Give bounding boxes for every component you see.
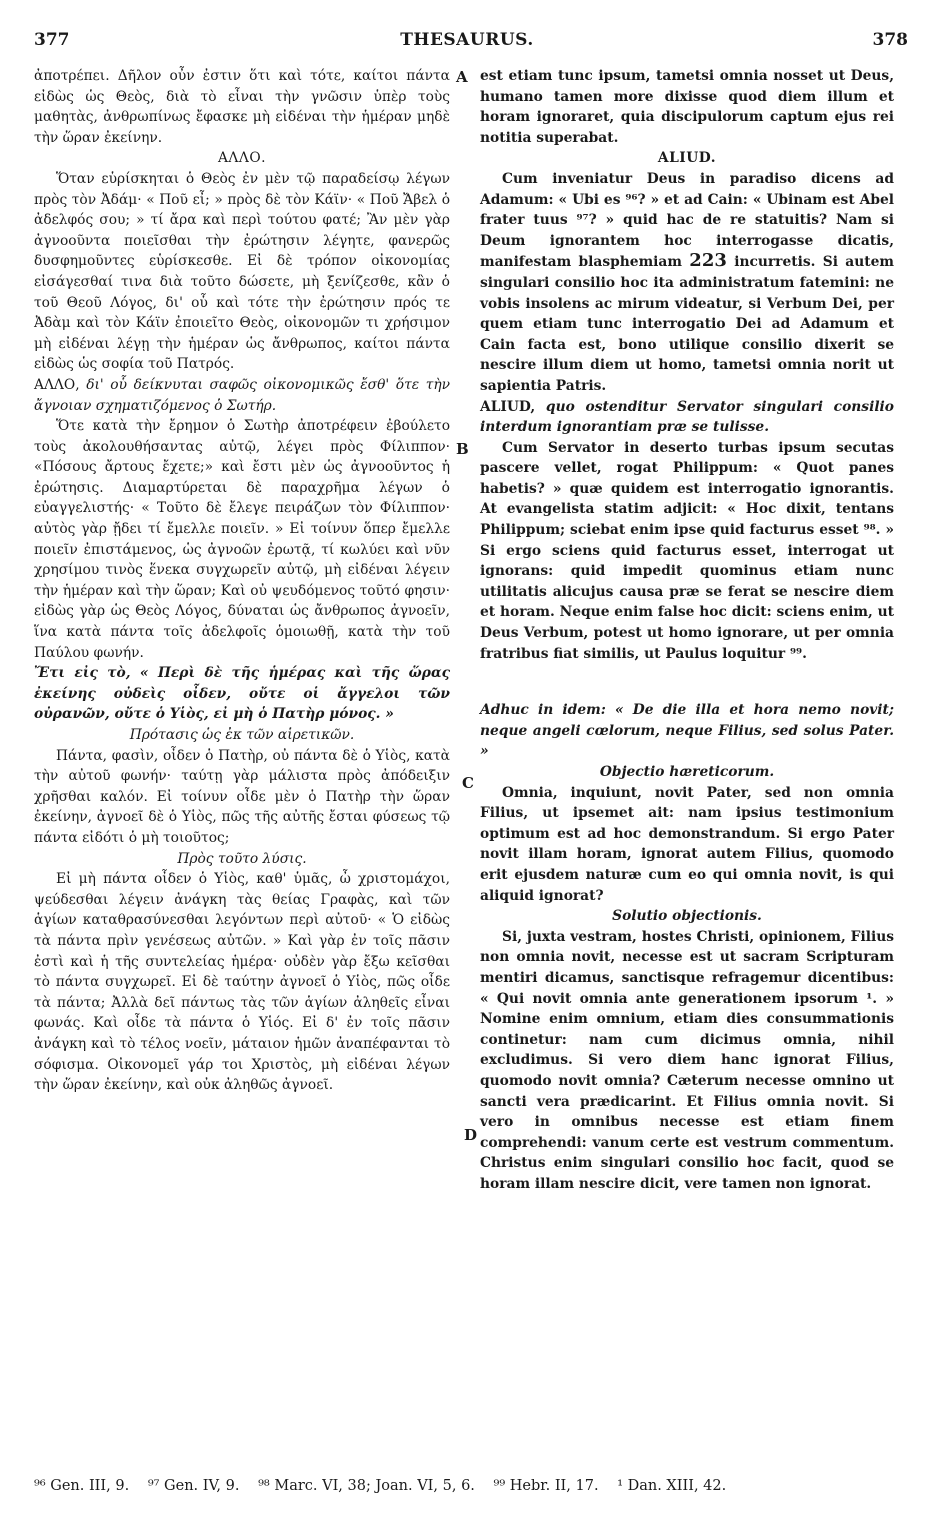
greek-paragraph-3: Πάντα, φασὶν, οἶδεν ὁ Πατὴρ, οὐ πάντα δὲ ὁ Υἱὸς, κατὰ τὴν αὐτοῦ φωνήν· ταύτῃ γὰρ μάλιστα πρὸς ἀπόδειξιν χρῆσθαι καλόν. Εἰ τοίνυν οἶδε μὲν ὁ Πατὴρ τὴν ὥραν ἐκείνην, ἀγνοεῖ δὲ ὁ Υἱὸς, πῶς τῆς αὐτῆς ἔσται φύσεως τῷ πάντα εἰδότι ὁ μὴ τοιοῦτος; bbox=[34, 747, 450, 846]
greek-subheading-2 bbox=[34, 375, 450, 416]
margin-letter-c: C bbox=[462, 774, 474, 792]
latin-column bbox=[480, 66, 894, 1194]
latin-subheading-2-text: quo ostenditur Servator singulari consilio interdum ignorantiam præ se tulisse. bbox=[480, 398, 895, 436]
greek-subheading-2-label: ΑΛΛΟ, bbox=[34, 376, 80, 393]
greek-column bbox=[34, 66, 450, 1096]
footnote: ⁹⁹ Hebr. II, 17. bbox=[493, 1478, 599, 1494]
greek-intro: ἀποτρέπει. Δῆλον οὖν ἐστιν ὅτι καὶ τότε, καίτοι πάντα εἰδὼς ὡς Θεὸς, διὰ τὸ εἶναι τὴν γνῶσιν ὑπὲρ τοὺς μαθητὰς, ἀνθρωπίνως ἔφασκε μὴ εἰδέναι τὴν ἡμέραν μηδὲ τὴν ὥραν ἐκείνην. bbox=[34, 68, 450, 146]
latin-spacer bbox=[480, 664, 894, 700]
margin-letter-b: B bbox=[456, 440, 469, 458]
greek-paragraph-2: Ὅτε κατὰ τὴν ἔρημον ὁ Σωτὴρ ἀποτρέφειν ἐβούλετο τοὺς ἀκολουθήσαντας αὐτῷ, λέγει πρὸς Φίλιππον· «Πόσους ἄρτους ἔχετε;» καὶ ἔστι μὲν ὡς ἀγνοοῦντος ἡ ἐρώτησις. Διαμαρτύρεται δὲ παραχρῆμα λέγων ὁ εὐαγγελιστής· « Τοῦτο δὲ ἔλεγε πειράζων τὸν Φίλιππον· αὐτὸς γὰρ ᾔδει τί ἔμελλε ποιεῖν. » Εἰ τοίνυν ὅπερ ἔμελλε ποιεῖν ἐπιστάμενος, ὡς ἀγνοῶν ἐρωτᾷ, τί κωλύει καὶ νῦν χρησίμου τινὸς ἕνεκα συγχωρεῖν αὐτῷ, μὴ εἰδέναι λέγειν τὴν ἡμέραν καὶ τὴν ὥραν; Καὶ οὐ ψευδόμενος τοῦτό φησιν· εἰδὼς γὰρ ὡς Θεὸς Λόγος, δύναται ὡς ἄνθρωπος ἀγνοεῖν, ἵνα κατὰ πάντα τοῖς ἀδελφοῖς ὁμοιωθῇ, κατὰ τὴν τοῦ Παύλου φωνήν. bbox=[34, 418, 450, 661]
greek-subheading-2-text: δι' οὗ δείκνυται σαφῶς οἰκονομικῶς ἔσθ' ὅτε τὴν ἄγνοιαν σχηματιζόμενος ὁ Σωτήρ. bbox=[34, 376, 450, 414]
latin-heading-solutio: Solutio objectionis. bbox=[612, 908, 762, 925]
running-title: THESAURUS. bbox=[400, 30, 534, 50]
latin-paragraph-3: Omnia, inquiunt, novit Pater, sed non omnia Filius, ut ipsemet ait: nam ipsius testimonium optimum est ad hoc demonstrandum. Si ergo Pater novit illam horam, ignorat autem Filius, quomodo erit ejusdem naturæ cum eo qui omnia novit, is qui aliquid ignorat? bbox=[480, 784, 894, 904]
latin-paragraph-1 bbox=[480, 169, 894, 397]
left-page-number: 377 bbox=[34, 30, 70, 50]
latin-subheading-2 bbox=[480, 397, 894, 438]
latin-paragraph-2: Cum Servator in deserto turbas ipsum secutas pascere vellet, rogat Philippum: « Quot panes habetis? » quæ quidem est interrogatio ignorantis. At evangelista statim adjicit: « Hoc dixit, tentans Philippum; sciebat enim ipse quid facturus esset ⁹⁸. » Si ergo sciens quid facturus esset, interrogat ut ignorans: quid impedit quominus etiam nunc utilitatis alicujus causa præ se ferat se nescire diem et horam. Neque enim false hoc dicit: sciens enim, ut Deus Verbum, potest ut homo ignorare, ut per omnia fratribus fiat similis, ut Paulus loquitur ⁹⁹. bbox=[480, 439, 894, 662]
greek-paragraph-1: Ὅταν εὑρίσκηται ὁ Θεὸς ἐν μὲν τῷ παραδείσῳ λέγων πρὸς τὸν Ἀδάμ· « Ποῦ εἶ; » πρὸς δὲ τὸν Κάϊν· « Ποῦ Ἄβελ ὁ ἀδελφός σου; » τί ἄρα καὶ περὶ τούτου φατέ; Ἂν μὲν γὰρ ἀγνοοῦντα ποιεῖσθαι τὴν ἐρώτησιν λέγητε, φανερῶς δυσφημοῦντες εὑρίσκεσθε. Εἰ δὲ τρόπον οἰκονομίας εἰσάγεσθαί τινα διὰ τοῦτο δώσετε, μὴ ξενίζεσθε, κἂν ὁ τοῦ Θεοῦ Λόγος, δι' οὗ καὶ τότε τὴν ἐρώτησιν πρός τε Ἀδὰμ καὶ τὸν Κάϊν ἐποιεῖτο Θεὸς, οἰκονομῶν τι χρήσιμον μὴ εἰδέναι λέγῃ τὴν ἡμέραν ὡς ἄνθρωπος, καίτοι πάντα εἰδὼς ὡς σοφία τοῦ Πατρός. bbox=[34, 170, 450, 373]
latin-paragraph-1-part-b: incurretis. Si autem singulari consilio hoc ita administratum fatemini: ne vobis insolens ac mirum videatur, si Verbum Dei, per quem etiam tunc interrogatio Dei ad Adamum et Cain facta est, bono utilique consilio dixerit se nescire illum diem ut homo, tametsi omnia norit ut sapientia Patris. bbox=[480, 254, 894, 394]
footnotes bbox=[34, 1478, 904, 1494]
latin-paragraph-1-part-a: Cum inveniatur Deus in paradiso dicens ad Adamum: « Ubi es ⁹⁶? » et ad Cain: « Ubinam est Abel frater tuus ⁹⁷? » quid hac de re statuitis? Nam si Deum ignorantem hoc interrogasse dicatis, manifestam blasphemiam bbox=[480, 170, 894, 271]
latin-heading-objectio: Objectio hæreticorum. bbox=[599, 764, 775, 780]
column-number: 223 bbox=[689, 250, 727, 272]
greek-subheading-3: Ἔτι εἰς τὸ, « Περὶ δὲ τῆς ἡμέρας καὶ τῆς ὥρας ἐκείνης οὐδεὶς οἶδεν, οὔτε οἱ ἄγγελοι τῶν οὐρανῶν, οὔτε ὁ Υἱὸς, εἰ μὴ ὁ Πατὴρ μόνος. » bbox=[34, 665, 450, 723]
greek-heading-protasis: Πρότασις ὡς ἐκ τῶν αἱρετικῶν. bbox=[129, 727, 355, 743]
latin-paragraph-4: Si, juxta vestram, hostes Christi, opinionem, Filius non omnia novit, necesse est ut sacram Scripturam mentiri dicamus, sanctisque refragemur dicentibus: « Qui novit omnia ante generationem ipsorum ¹. » Nomine enim omnium, etiam dies consummationis continetur: nam cum dicimus omnia, nihil excludimus. Si vero diem hanc ignorat Filius, quomodo novit omnia? Cæterum necesse omnino ut sancti vera prædicarint. Et Filius omnia novit. Si vero in omnibus necesse est etiam finem comprehendi: vanum certe est vestrum commentum. Christus enim singulari consilio hoc facit, quod se horam illam nescire dicit, vere tamen non ignorat. bbox=[480, 928, 894, 1192]
latin-subheading-2-label: ALIUD, bbox=[480, 398, 536, 415]
margin-letter-a: A bbox=[456, 68, 468, 86]
latin-subheading-3: Adhuc in idem: « De die illa et hora nemo novit; neque angeli cœlorum, neque Filius, sed solus Pater. » bbox=[480, 702, 894, 760]
footnote: ⁹⁶ Gen. III, 9. bbox=[34, 1478, 130, 1494]
right-page-number: 378 bbox=[872, 30, 908, 50]
latin-heading-aliud: ALIUD. bbox=[657, 150, 717, 167]
footnote: ⁹⁷ Gen. IV, 9. bbox=[147, 1478, 240, 1494]
greek-paragraph-4: Εἰ μὴ πάντα οἶδεν ὁ Υἱὸς, καθ' ὑμᾶς, ὦ χριστομάχοι, ψεύδεσθαι λέγειν ἀνάγκη τὰς θείας Γραφὰς, καὶ τῶν ἁγίων καταθρασύνεσθαι λεγόντων περὶ αὐτοῦ· « Ὁ εἰδὼς τὰ πάντα πρὶν γενέσεως αὐτῶν. » Καὶ γὰρ ἐν τοῖς πᾶσιν ἐστὶ καὶ ἡ τῆς συντελείας ἡμέρα· οὐδὲν γὰρ ἔξω κεῖσθαι τὸ πάντα συγχωρεῖ. Εἰ δὲ ταύτην ἀγνοεῖ ὁ Υἱὸς, πῶς οἶδε τὰ πάντα; Ἀλλὰ δεῖ πάντως τὰς τῶν ἁγίων ἀληθεῖς εἶναι φωνάς. Καὶ οἶδε τὰ πάντα ὁ Υἱός. Εἰ δ' ἐν τοῖς πᾶσιν ἀνάγκη καὶ τὸ τέλος νοεῖν, μάταιον ἡμῶν ἀναπέφανται τὸ σόφισμα. Οἰκονομεῖ γάρ τοι Χριστὸς, μὴ εἰδέναι λέγων τὴν ὥραν ἐκείνην, καὶ οὐκ ἀληθῶς ἀγνοεῖ. bbox=[34, 871, 450, 1094]
greek-heading-allo: ΑΛΛΟ. bbox=[217, 150, 267, 167]
footnote: ⁹⁸ Marc. VI, 38; Joan. VI, 5, 6. bbox=[258, 1478, 475, 1494]
footnote: ¹ Dan. XIII, 42. bbox=[617, 1478, 727, 1494]
latin-intro: est etiam tunc ipsum, tametsi omnia nosset ut Deus, humano tamen more dixisse quod diem illum et horam ignoraret, quia discipulorum captum ejus rei notitia superabat. bbox=[480, 68, 894, 146]
greek-heading-lysis: Πρὸς τοῦτο λύσις. bbox=[177, 850, 307, 867]
margin-letter-d: D bbox=[464, 1126, 478, 1144]
